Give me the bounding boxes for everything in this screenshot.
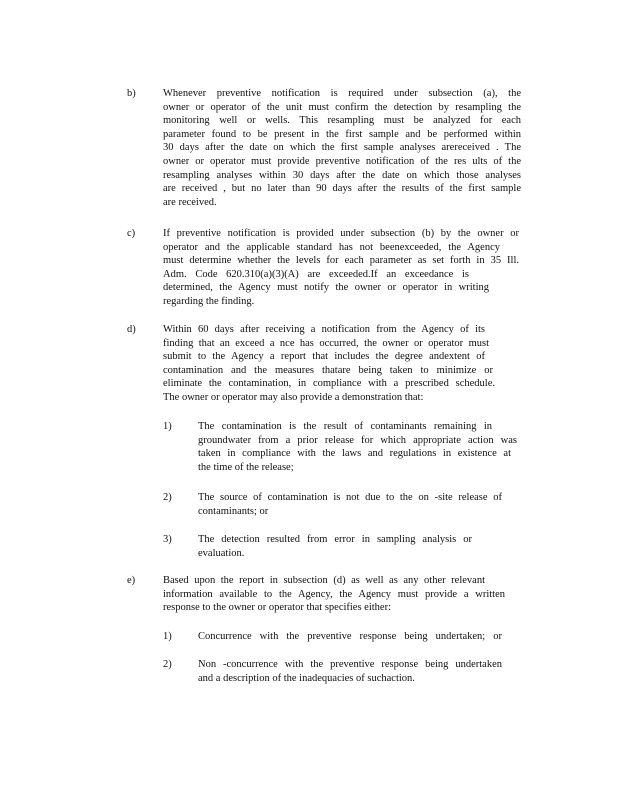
text-line: finding that an exceed a nce has occurred, the owner or operator must [163,337,489,349]
item-marker: e) [127,575,136,586]
text-line: information available to the Agency, the Agency must provide a written [163,588,505,600]
text-line: The detection resulted from error in sampling analysis or [198,534,472,545]
text-line: contaminants; or [198,505,269,517]
paragraph-text [198,630,502,644]
text-line: The source of contamination is not due to the on -site release of [198,492,502,503]
text-line: are received. [163,196,217,208]
text-line: contamination and the measures thatare being taken to minimize or [163,364,493,376]
text-line: Adm. Code 620.310(a)(3)(A) are exceeded.If an exceedance is [163,268,469,280]
text-line: resampling analyses within 30 days after the date on which those analyses [163,169,521,181]
paragraph-text [198,533,472,560]
text-line: are received , but no later than 90 days after the results of the first sample [163,183,521,195]
item-marker: 1) [163,421,172,432]
text-line: 30 days after the date on which the first sample analyses arereceived . The [163,142,521,154]
item-marker: 3) [163,534,172,545]
text-line: owner or operator must provide preventive notification of the res ults of the [163,155,521,167]
text-line: evaluation. [198,547,245,559]
paragraph-text [163,87,521,209]
text-line: owner or operator of the unit must confirm the detection by resampling the [163,101,521,113]
text-line: Concurrence with the preventive response being undertaken; or [198,631,502,642]
paragraph-text [198,420,517,474]
text-line: Whenever preventive notification is required under subsection (a), the [163,88,521,99]
text-line: and a description of the inadequacies of suchaction. [198,672,415,684]
paragraph-text [198,491,502,518]
text-line: regarding the finding. [163,295,255,307]
item-marker: 2) [163,659,172,670]
item-marker: d) [127,324,136,335]
item-marker: 1) [163,631,172,642]
text-line: The owner or operator may also provide a demonstration that: [163,391,424,403]
item-marker: c) [127,228,136,239]
text-line: monitoring well or wells. This resampling must be analyzed for each [163,115,521,127]
text-line: Non -concurrence with the preventive response being undertaken [198,659,502,670]
text-line: eliminate the contamination, in compliance with a prescribed schedule. [163,378,495,390]
text-line: operator and the applicable standard has not beenexceeded, the Agency [163,241,500,253]
text-line: response to the owner or operator that specifies either: [163,602,392,614]
text-line: taken in compliance with the laws and regulations in existence at [198,448,511,460]
text-line: The contamination is the result of contaminants remaining in [198,421,492,432]
text-line: must determine whether the levels for each parameter as set forth in 35 Ill. [163,255,519,267]
item-marker: b) [127,88,136,99]
text-line: Within 60 days after receiving a notification from the Agency of its [163,324,485,335]
text-line: parameter found to be present in the first sample and be performed within [163,128,521,140]
text-line: Based upon the report in subsection (d) as well as any other relevant [163,575,485,586]
paragraph-text [163,227,519,309]
text-line: determined, the Agency must notify the owner or operator in writing [163,282,489,294]
paragraph-text [198,658,502,685]
paragraph-text [163,574,505,615]
text-line: the time of the release; [198,461,294,473]
item-marker: 2) [163,492,172,503]
text-line: groundwater from a prior release for which appropriate action was [198,434,517,446]
paragraph-text [163,323,521,405]
text-line: If preventive notification is provided under subsection (b) by the owner or [163,228,519,239]
text-line: submit to the Agency a report that includes the degree andextent of [163,351,485,363]
